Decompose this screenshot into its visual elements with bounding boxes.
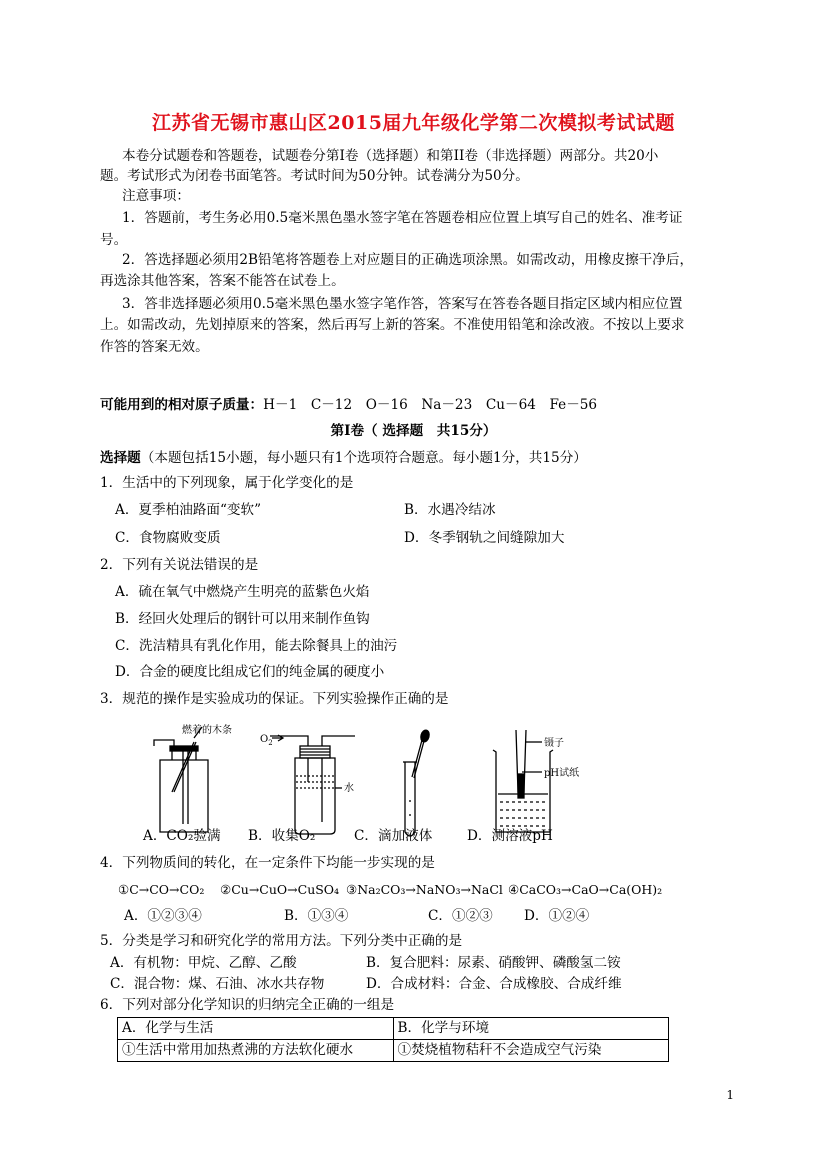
question-stem: 3．规范的操作是实验成功的保证。下列实验操作正确的是 [100, 691, 449, 707]
atomic-mass-label: 可能用到的相对原子质量： [100, 397, 264, 413]
option: C．洗洁精具有乳化作用，能去除餐具上的油污 [115, 638, 398, 654]
option: B．①③④ [284, 908, 349, 924]
table-row [118, 1018, 669, 1040]
option: D．①②④ [524, 908, 590, 924]
figure-label: 燃着的木条 [182, 725, 232, 736]
notice-item: 号。 [100, 232, 128, 248]
figure-label: $O_2$ [260, 734, 273, 747]
option: A．硫在氧气中燃烧产生明亮的蓝紫色火焰 [115, 584, 370, 600]
notice-item: 1．答题前，考生务必用0.5毫米黑色墨水签字笔在答题卷相应位置上填写自己的姓名、准考证 [122, 210, 683, 226]
option: A．①②③④ [124, 908, 202, 924]
section-heading: 第Ⅰ卷（ 选择题 共15分） [330, 423, 497, 439]
knowledge-table [117, 1017, 669, 1062]
conversion-chain: ③Na₂CO₃→NaNO₃→NaCl [346, 882, 503, 897]
conversion-chain: ①C→CO→CO₂ [118, 882, 205, 897]
table-cell: ①焚烧植物秸秆不会造成空气污染 [393, 1040, 669, 1062]
collection-bottle-icon [270, 735, 355, 834]
intro-line: 题。考试形式为闭卷书面笔答。考试时间为50分钟。试卷满分为50分。 [100, 168, 529, 184]
option: C．①②③ [428, 908, 493, 924]
table-cell: A．化学与生活 [118, 1018, 394, 1040]
option: B．复合肥料：尿素、硝酸钾、磷酸氢二铵 [366, 955, 621, 971]
option: A．有机物：甲烷、乙醇、乙酸 [110, 955, 297, 971]
table-row [118, 1040, 669, 1062]
option: B．收集O₂ [248, 828, 316, 844]
option: C．混合物：煤、石油、冰水共存物 [110, 976, 325, 992]
atomic-mass-values: H－1 C－12 O－16 Na－23 Cu－64 Fe－56 [263, 397, 598, 413]
notice-item: 2．答选择题必须用2B铅笔将答题卷上对应题目的正确选项涂黑。如需改动，用橡皮擦干净后， [122, 252, 694, 268]
page-number: 1 [726, 1088, 734, 1102]
question-stem: 2．下列有关说法错误的是 [100, 557, 259, 573]
question-stem: 4．下列物质间的转化，在一定条件下均能一步实现的是 [100, 855, 435, 871]
option: B．水遇冷结冰 [404, 502, 496, 518]
notice-item: 上。如需改动，先划掉原来的答案，然后再写上新的答案。不准使用铅笔和涂改液。不按以上要求 [100, 317, 685, 333]
option: D．合成材料：合金、合成橡胶、合成纤维 [366, 976, 622, 992]
mc-label: 选择题 [100, 450, 141, 466]
question-stem: 5．分类是学习和研究化学的常用方法。下列分类中正确的是 [100, 933, 463, 949]
notice-heading: 注意事项： [122, 188, 190, 204]
option: C．食物腐败变质 [115, 530, 221, 546]
figure-label: 水 [344, 783, 354, 794]
intro-line: 本卷分试题卷和答题卷，试题卷分第Ⅰ卷（选择题）和第II卷（非选择题）两部分。共20小 [122, 148, 659, 164]
question-stem: 1．生活中的下列现象，属于化学变化的是 [100, 475, 354, 491]
notice-item: 3．答非选择题必须用0.5毫米黑色墨水签字笔作答，答案写在答卷各题目指定区域内相应位置 [122, 296, 683, 312]
table-cell: ①生活中常用加热煮沸的方法软化硬水 [118, 1040, 394, 1062]
option: C．滴加液体 [354, 828, 433, 844]
mc-desc: （本题包括15小题，每小题只有1个选项符合题意。每小题1分，共15分） [140, 450, 587, 466]
notice-item: 作答的答案无效。 [100, 339, 209, 355]
conversion-chain: ④CaCO₃→CaO→Ca(OH)₂ [508, 882, 663, 897]
mc-instructions [100, 448, 587, 468]
gas-bottle-icon [154, 727, 208, 832]
table-cell: B．化学与环境 [393, 1018, 669, 1040]
dropper-test-tube-icon [403, 729, 430, 836]
option: A．CO₂验满 [143, 828, 221, 844]
notice-item: 再选涂其他答案，答案不能答在试卷上。 [100, 273, 345, 289]
question-stem: 6．下列对部分化学知识的归纳完全正确的一组是 [100, 997, 395, 1013]
conversion-chain: ②Cu→CuO→CuSO₄ [220, 882, 340, 897]
figure-label: 镊子 [544, 738, 564, 749]
option: D．冬季钢轨之间缝隙加大 [404, 530, 565, 546]
option: B．经回火处理后的钢针可以用来制作鱼钩 [115, 611, 370, 627]
lab-apparatus-figure [150, 722, 680, 840]
atomic-mass-line [100, 395, 597, 415]
figure-label: pH试纸 [544, 768, 580, 779]
page-title: 江苏省无锡市惠山区2015届九年级化学第二次模拟考试试题 [152, 112, 675, 134]
option: A．夏季柏油路面“变软” [115, 502, 262, 518]
option: D．合金的硬度比组成它们的纯金属的硬度小 [115, 664, 385, 680]
option: D．测溶液pH [467, 828, 553, 844]
